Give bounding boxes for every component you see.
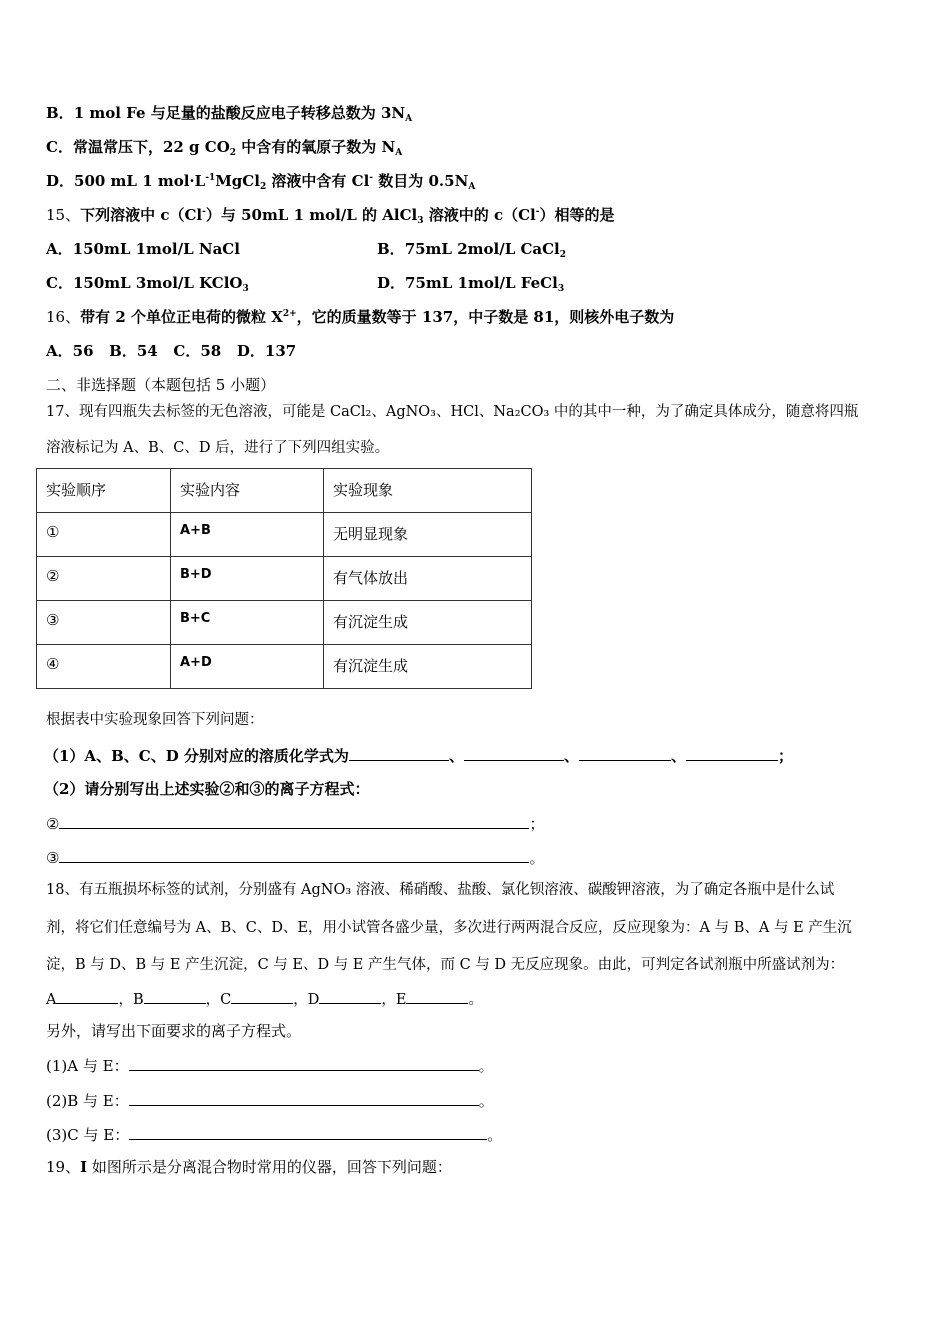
- option-text: 数目为 0.5N: [373, 172, 469, 190]
- option-letter: A．: [46, 240, 73, 258]
- eq-label: ③: [46, 849, 60, 867]
- superscript: -1: [205, 173, 216, 183]
- stem-text: 如图所示是分离混合物时常用的仪器，回答下列问题：: [87, 1158, 452, 1176]
- q15-option-a: [46, 240, 240, 258]
- q15-option-c: [46, 274, 249, 292]
- option-letter: B．: [377, 240, 405, 258]
- answer-blank-eq2[interactable]: [59, 813, 529, 829]
- q16-options: A．56 B．54 C．58 D．137: [46, 342, 297, 360]
- superscript: 2+: [282, 309, 297, 319]
- answer-blank-a[interactable]: [349, 745, 449, 761]
- cell-content: B+C: [171, 601, 324, 645]
- answer-label: B: [132, 992, 144, 1008]
- q17-sub2: （2）请分别写出上述实验②和③的离子方程式：: [44, 780, 370, 798]
- answer-blank-eq3[interactable]: [129, 1124, 487, 1140]
- q18-stem-line-1: 18、有五瓶损坏标签的试剂，分别盛有 AgNO₃ 溶液、稀硝酸、盐酸、氯化钡溶液、碳酸钾溶液，为了确定各瓶中是什么试: [46, 882, 835, 898]
- header-cell: 实验现象: [324, 469, 532, 513]
- answer-blank-b[interactable]: [144, 988, 206, 1004]
- option-letter: D．: [377, 274, 406, 292]
- separator: 、: [670, 747, 686, 765]
- q15-option-d: [377, 273, 564, 293]
- cell-order: ③: [37, 601, 171, 645]
- separator: 、: [448, 747, 464, 765]
- stem-text: 溶液中的 c（Cl: [423, 206, 536, 224]
- answer-label: D: [307, 992, 320, 1008]
- q18-stem-line-3: 淀，B 与 D、B 与 E 产生沉淀，C 与 E、D 与 E 产生气体，而 C 与 D 无反应现象。由此，可判定各试剂瓶中所盛试剂为：: [46, 957, 845, 973]
- q17-after-table: 根据表中实验现象回答下列问题：: [46, 712, 264, 728]
- stem-text: ）相等的是: [539, 206, 615, 224]
- question-number: 16、: [46, 308, 81, 326]
- separator: 。: [468, 992, 483, 1008]
- header-cell: 实验顺序: [37, 469, 171, 513]
- cell-order: ④: [37, 645, 171, 689]
- table-row: [37, 601, 532, 645]
- subscript: 2: [559, 250, 567, 260]
- cell-phenomenon: 有气体放出: [324, 557, 532, 601]
- experiment-table: [36, 468, 532, 689]
- q15-options-row-2: [46, 273, 906, 293]
- option-text: MgCl: [215, 172, 260, 190]
- q17-sub1: [44, 745, 793, 766]
- option-text: 75mL 1mol/L FeCl: [405, 274, 558, 292]
- answer-label: E: [395, 992, 407, 1008]
- q18-stem-line-2: 剂，将它们任意编号为 A、B、C、D、E，用小试管各盛少量，多次进行两两混合反应，反应现象为：A 与 B、A 与 E 产生沉: [46, 920, 852, 936]
- cell-order: ①: [37, 513, 171, 557]
- cell-phenomenon: 无明显现象: [324, 513, 532, 557]
- eq-label: (1)A 与 E：: [46, 1057, 129, 1075]
- q18-eq1: [46, 1055, 494, 1076]
- separator: 。: [487, 1126, 503, 1144]
- separator: ，: [381, 992, 396, 1008]
- q17-eq3: [46, 847, 544, 868]
- option-text: 150mL 1mol/L NaCl: [72, 240, 240, 258]
- subscript: A: [405, 114, 413, 124]
- option-letter: C．: [46, 138, 73, 156]
- answer-label: C: [220, 992, 232, 1008]
- cell-content: A+B: [171, 513, 324, 557]
- separator: ，: [118, 992, 133, 1008]
- cell-phenomenon: 有沉淀生成: [324, 645, 532, 689]
- q18-eq3: [46, 1124, 502, 1145]
- subscript: A: [468, 182, 476, 192]
- option-letter: D．: [46, 172, 75, 190]
- question-number: 19、: [46, 1158, 81, 1176]
- q18-extra: 另外，请写出下面要求的离子方程式。: [46, 1022, 302, 1040]
- superscript: -: [202, 207, 206, 217]
- subscript: A: [395, 148, 403, 158]
- q14-option-c: [46, 137, 402, 157]
- stem-text: 下列溶液中 c（Cl: [80, 206, 203, 224]
- answer-blank-b[interactable]: [464, 745, 564, 761]
- stem-text: ，它的质量数等于 137，中子数是 81，则核外电子数为: [296, 308, 675, 326]
- option-letter: B．: [46, 104, 74, 122]
- stem-text: 带有 2 个单位正电荷的微粒 X: [80, 308, 283, 326]
- table-row: [37, 557, 532, 601]
- separator: ，: [205, 992, 221, 1008]
- subscript: 3: [557, 284, 565, 294]
- q14-option-b: [46, 103, 412, 123]
- answer-blank-c[interactable]: [231, 988, 293, 1004]
- q19-stem: [46, 1157, 452, 1177]
- cell-content: B+D: [171, 557, 324, 601]
- option-text: 1 mol Fe 与足量的盐酸反应电子转移总数为 3N: [73, 104, 406, 122]
- subscript: 2: [259, 182, 267, 192]
- q18-eq2: [46, 1090, 494, 1111]
- q17-stem-line-1: 17、现有四瓶失去标签的无色溶液，可能是 CaCl₂、AgNO₃、HCl、Na₂CO₃ 中的其中一种，为了确定具体成分，随意将四瓶: [46, 404, 859, 420]
- stem-text: ）与 50mL 1 mol/L 的 AlCl: [205, 206, 418, 224]
- sub-question-label: （1）A、B、C、D 分别对应的溶质化学式为: [44, 747, 349, 765]
- q16-stem: [46, 307, 674, 327]
- answer-blank-d[interactable]: [319, 988, 381, 1004]
- eq-label: (2)B 与 E：: [46, 1092, 129, 1110]
- question-number: 15、: [46, 206, 81, 224]
- option-text: 常温常压下，22 g CO: [72, 138, 230, 156]
- answer-blank-eq1[interactable]: [129, 1055, 479, 1071]
- q14-option-d: [46, 171, 475, 191]
- separator: 。: [529, 849, 545, 867]
- option-letter: C．: [46, 274, 73, 292]
- section-title: 二、非选择题（本题包括 5 小题）: [46, 376, 276, 394]
- subscript: 3: [417, 216, 424, 226]
- eq-label: (3)C 与 E：: [46, 1126, 130, 1144]
- answer-blank-e[interactable]: [406, 988, 468, 1004]
- cell-phenomenon: 有沉淀生成: [324, 601, 532, 645]
- superscript: -: [535, 207, 540, 217]
- answer-blank-eq3[interactable]: [59, 847, 529, 863]
- q15-stem: [46, 205, 615, 225]
- table-header-row: [37, 469, 532, 513]
- q17-eq2: [46, 813, 544, 834]
- separator: ；: [529, 815, 545, 833]
- answer-blank-d[interactable]: [686, 745, 778, 761]
- q15-option-b: [377, 239, 566, 259]
- table-row: [37, 645, 532, 689]
- separator: 、: [563, 747, 579, 765]
- q17-stem-line-2: 溶液标记为 A、B、C、D 后，进行了下列四组实验。: [46, 440, 390, 456]
- table-row: [37, 513, 532, 557]
- separator: ；: [777, 747, 793, 765]
- option-text: 溶液中含有 Cl: [266, 172, 370, 190]
- answer-blank-a[interactable]: [56, 988, 118, 1004]
- q18-answers: [46, 988, 483, 1010]
- superscript: -: [369, 173, 374, 183]
- option-text: 150mL 3mol/L KClO: [72, 274, 243, 292]
- option-text: 500 mL 1 mol·L: [74, 172, 206, 190]
- answer-blank-eq2[interactable]: [129, 1090, 479, 1106]
- answer-label: A: [46, 992, 57, 1008]
- separator: 。: [478, 1092, 494, 1110]
- header-cell: 实验内容: [171, 469, 324, 513]
- part-label: I: [80, 1158, 88, 1176]
- cell-order: ②: [37, 557, 171, 601]
- q15-options-row-1: [46, 239, 906, 259]
- option-text: 中含有的氧原子数为 N: [236, 138, 396, 156]
- subscript: 3: [242, 284, 249, 294]
- separator: ，: [293, 992, 308, 1008]
- separator: 。: [478, 1057, 494, 1075]
- option-text: 75mL 2mol/L CaCl: [404, 240, 560, 258]
- subscript: 2: [229, 148, 237, 158]
- eq-label: ②: [46, 815, 60, 833]
- cell-content: A+D: [171, 645, 324, 689]
- answer-blank-c[interactable]: [579, 745, 671, 761]
